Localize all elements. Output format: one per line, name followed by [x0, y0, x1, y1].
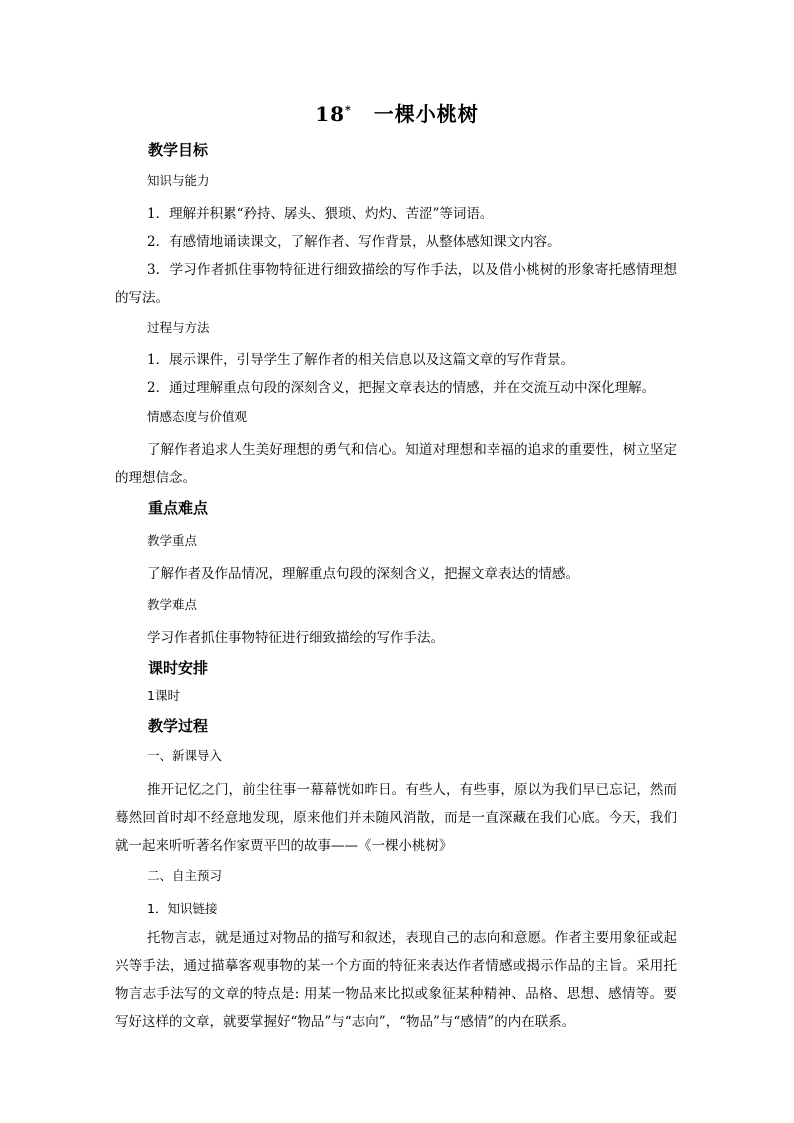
heading-procedure: 教学过程 [148, 717, 209, 735]
subheading-knowledge: 知识与能力 [147, 173, 210, 188]
subheading-difficulty: 教学难点 [147, 597, 198, 612]
subheading-emotion: 情感态度与价值观 [147, 409, 248, 424]
goal-item-1: 1．理解并积累“矜持、孱头、猥琐、灼灼、苦涩”等词语。 [147, 206, 494, 222]
process-item-2: 2．通过理解重点句段的深刻含义，把握文章表达的情感，并在交流互动中深化理解。 [147, 380, 656, 396]
subheading-process: 过程与方法 [147, 320, 210, 335]
heading-teaching-goals: 教学目标 [148, 141, 209, 159]
lesson-name: 一棵小桃树 [373, 102, 479, 126]
step-intro: 一、新课导入 [147, 748, 223, 763]
step-preview: 二、自主预习 [147, 868, 223, 883]
lesson-title [0, 98, 794, 127]
emotion-text: 了解作者追求人生美好理想的勇气和信心。知道对理想和幸福的追求的重要性，树立坚定的理想信念。 [115, 442, 677, 486]
lesson-number: 18 [315, 102, 346, 126]
difficulty-text: 学习作者抓住事物特征进行细致描绘的写作手法。 [147, 630, 444, 646]
knowledge-link-text: 托物言志，就是通过对物品的描写和叙述，表现自己的志向和意愿。作者主要用象征或起兴等手法，通过描摹客观事物的某一个方面的特征来表达作者情感或揭示作品的主旨。采用托物言志手法写的文章的特点是: 用某一物品来比拟或象征某种精神、品格、思想、感情等。要写好这样的文章，就要掌握好“物品”与“志向”，“物品”与“感情”的内在联系。 [115, 930, 677, 1030]
key-point-text: 了解作者及作品情况，理解重点句段的深刻含义，把握文章表达的情感。 [147, 566, 579, 582]
self-study-mark: * [345, 103, 352, 117]
goal-item-2: 2．有感情地诵读课文，了解作者、写作背景，从整体感知课文内容。 [147, 234, 561, 250]
heading-schedule: 课时安排 [148, 659, 209, 677]
process-item-1: 1．展示课件，引导学生了解作者的相关信息以及这篇文章的写作背景。 [147, 352, 575, 368]
schedule-text: 1课时 [147, 688, 180, 703]
knowledge-link-heading: 1．知识链接 [147, 901, 218, 916]
subheading-key-point: 教学重点 [147, 533, 198, 548]
goal-item-3: 3．学习作者抓住事物特征进行细致描绘的写作手法，以及借小桃树的形象寄托感情理想的写法。 [115, 262, 677, 306]
heading-key-points: 重点难点 [148, 499, 209, 517]
intro-text: 推开记忆之门，前尘往事一幕幕恍如昨日。有些人，有些事，原以为我们早已忘记，然而蓦然回首时却不经意地发现，原来他们并未随风消散，而是一直深藏在我们心底。今天，我们就一起来听听著名作家贾平凹的故事——《一棵小桃树》 [115, 782, 677, 854]
